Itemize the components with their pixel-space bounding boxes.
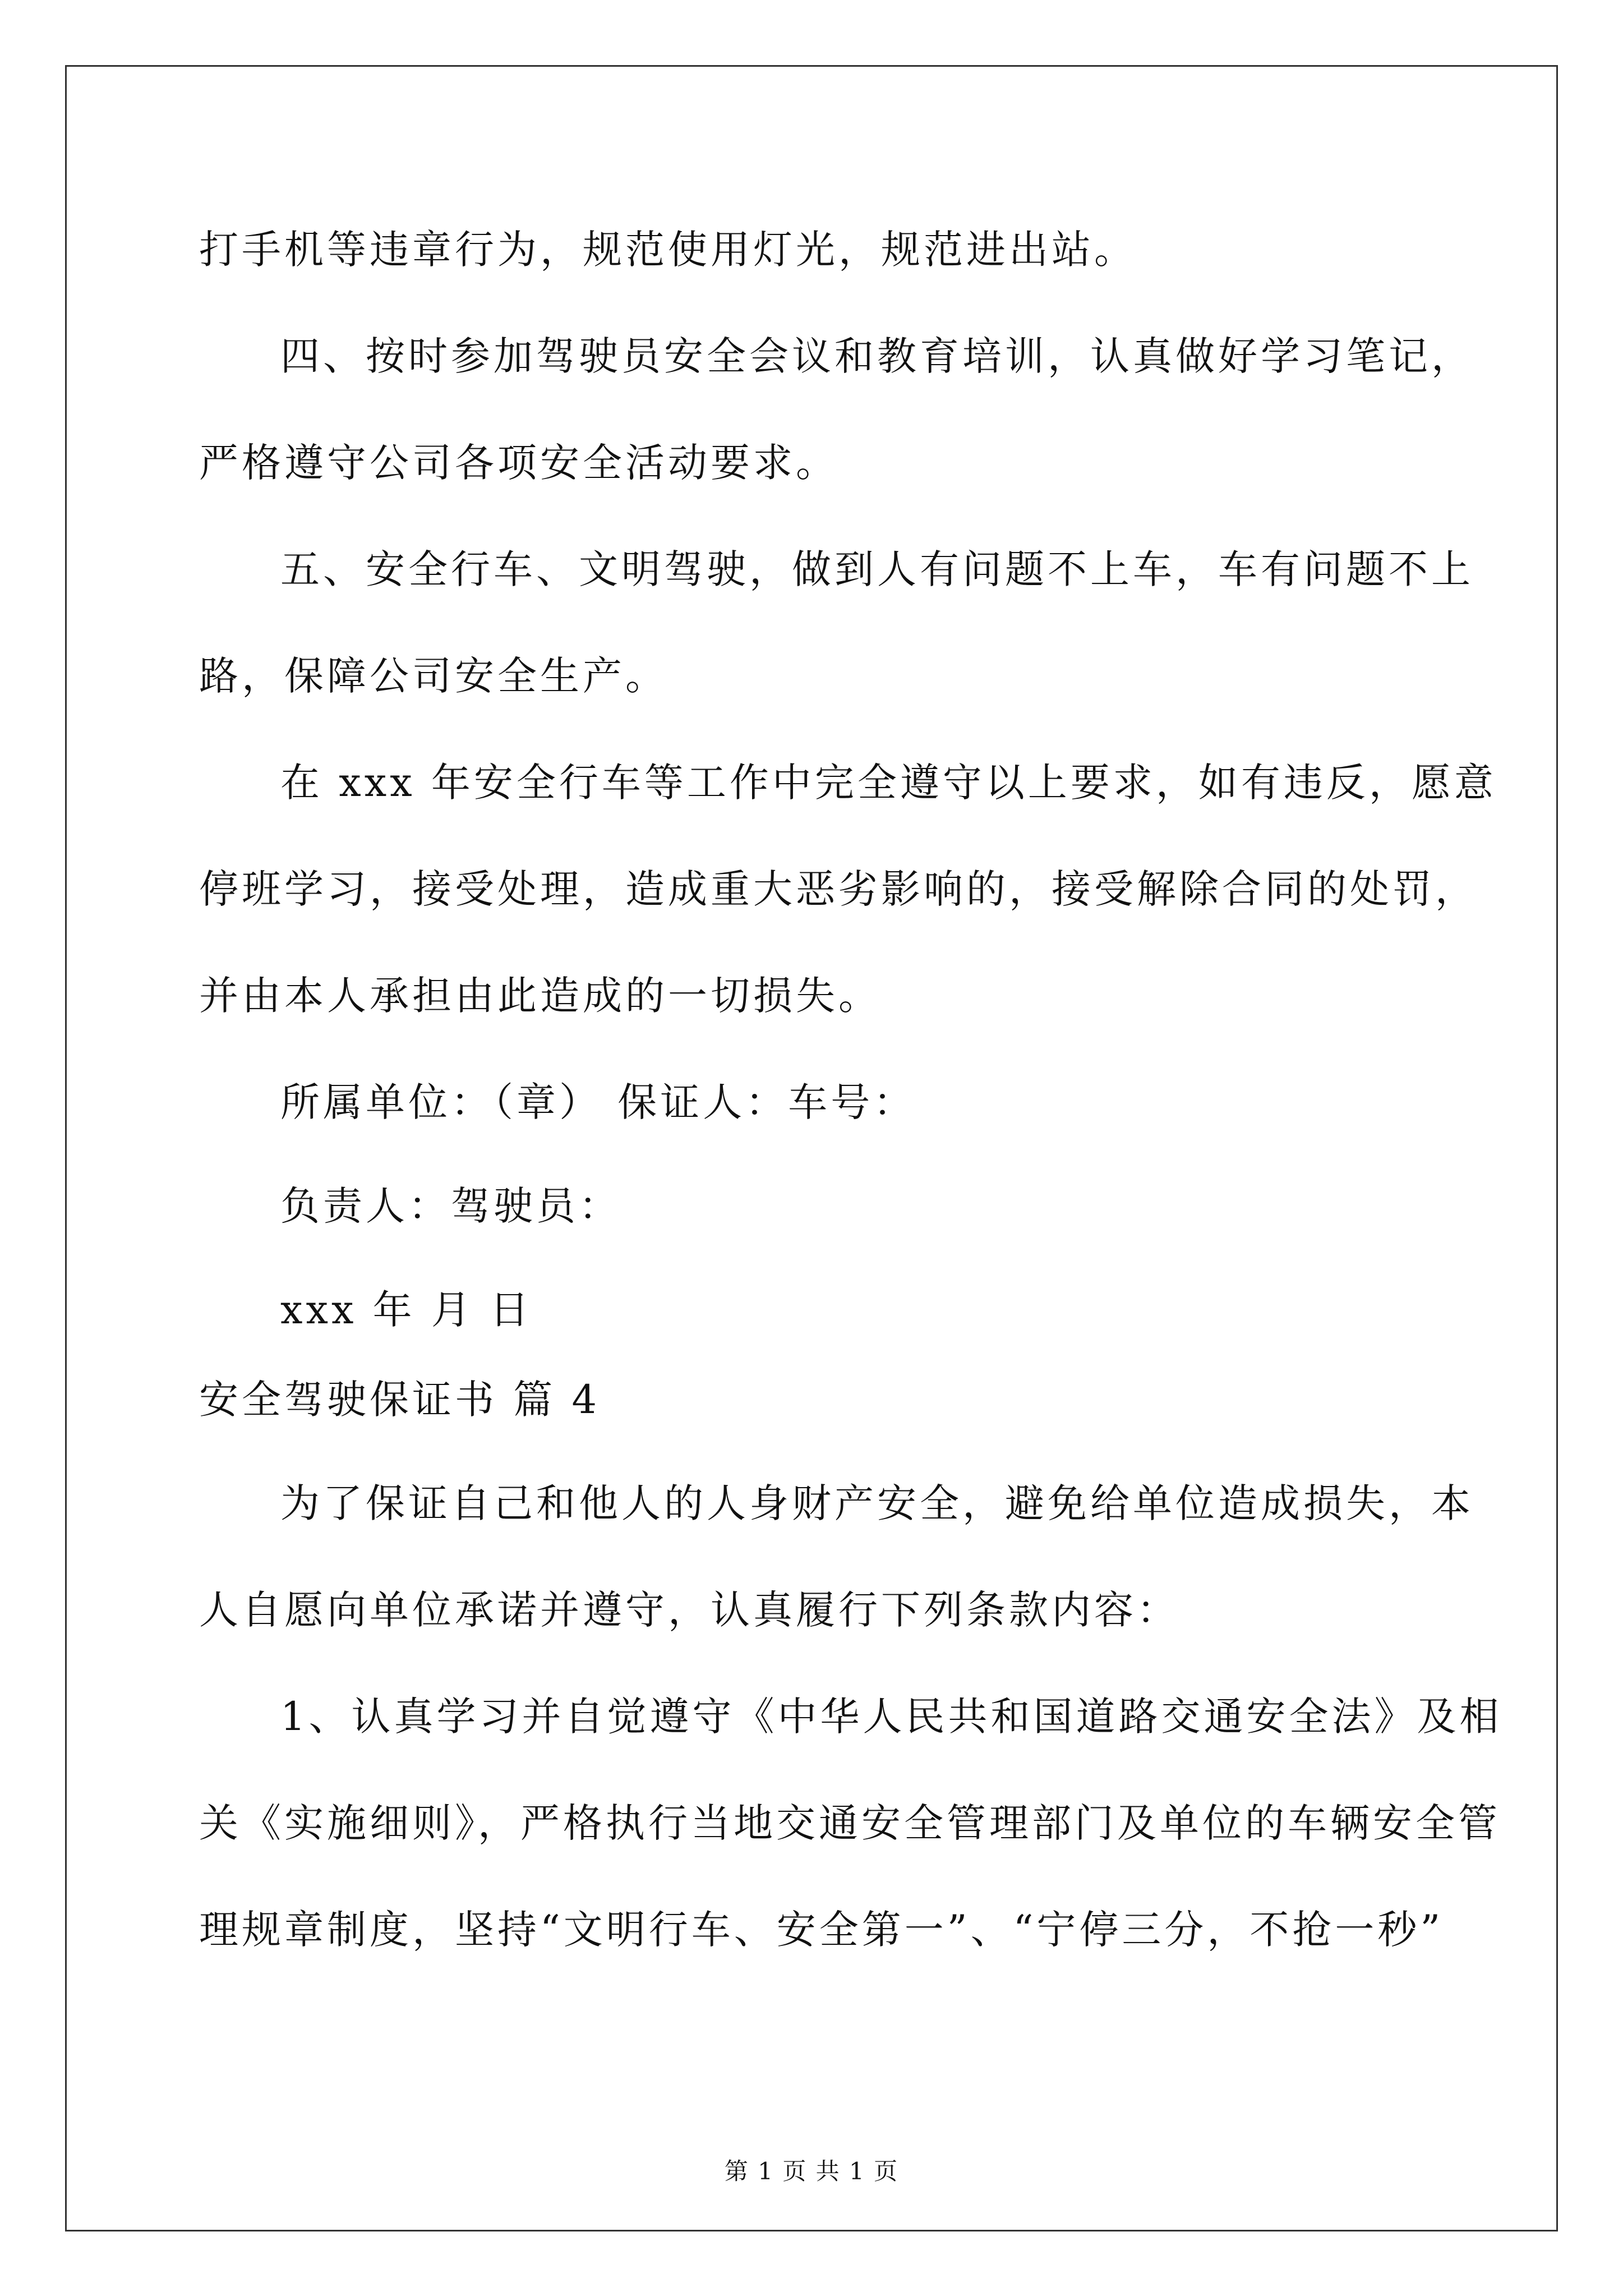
body-line: 五、安全行车、文明驾驶，做到人有问题不上车，车有问题不上 <box>280 546 1474 592</box>
date-line: xxx 年 月 日 <box>280 1287 533 1333</box>
body-line: 并由本人承担由此造成的一切损失。 <box>199 973 881 1019</box>
body-line: 在 xxx 年安全行车等工作中完全遵守以上要求，如有违反，愿意 <box>280 760 1497 806</box>
page-footer: 第 1 页 共 1 页 <box>724 2157 899 2185</box>
body-line: 打手机等违章行为，规范使用灯光，规范进出站。 <box>199 227 1137 273</box>
signature-line: 负责人：驾驶员： <box>280 1183 621 1229</box>
body-line: 路，保障公司安全生产。 <box>199 653 668 699</box>
section-heading: 安全驾驶保证书 篇 4 <box>199 1377 601 1423</box>
body-line: 为了保证自己和他人的人身财产安全，避免给单位造成损失，本 <box>280 1480 1474 1526</box>
body-line: 人自愿向单位承诺并遵守，认真履行下列条款内容： <box>199 1587 1179 1633</box>
body-line: 关《实施细则》，严格执行当地交通安全管理部门及单位的车辆安全管 <box>199 1800 1501 1846</box>
signature-line: 所属单位：（章） 保证人：车号： <box>280 1079 916 1125</box>
body-line: 理规章制度，坚持“文明行车、安全第一”、“宁停三分，不抢一秒” <box>199 1907 1444 1953</box>
body-line: 1、认真学习并自觉遵守《中华人民共和国道路交通安全法》及相 <box>280 1694 1502 1740</box>
body-line: 四、按时参加驾驶员安全会议和教育培训，认真做好学习笔记， <box>280 333 1474 379</box>
body-line: 严格遵守公司各项安全活动要求。 <box>199 440 838 486</box>
body-line: 停班学习，接受处理，造成重大恶劣影响的，接受解除合同的处罚， <box>199 866 1478 912</box>
